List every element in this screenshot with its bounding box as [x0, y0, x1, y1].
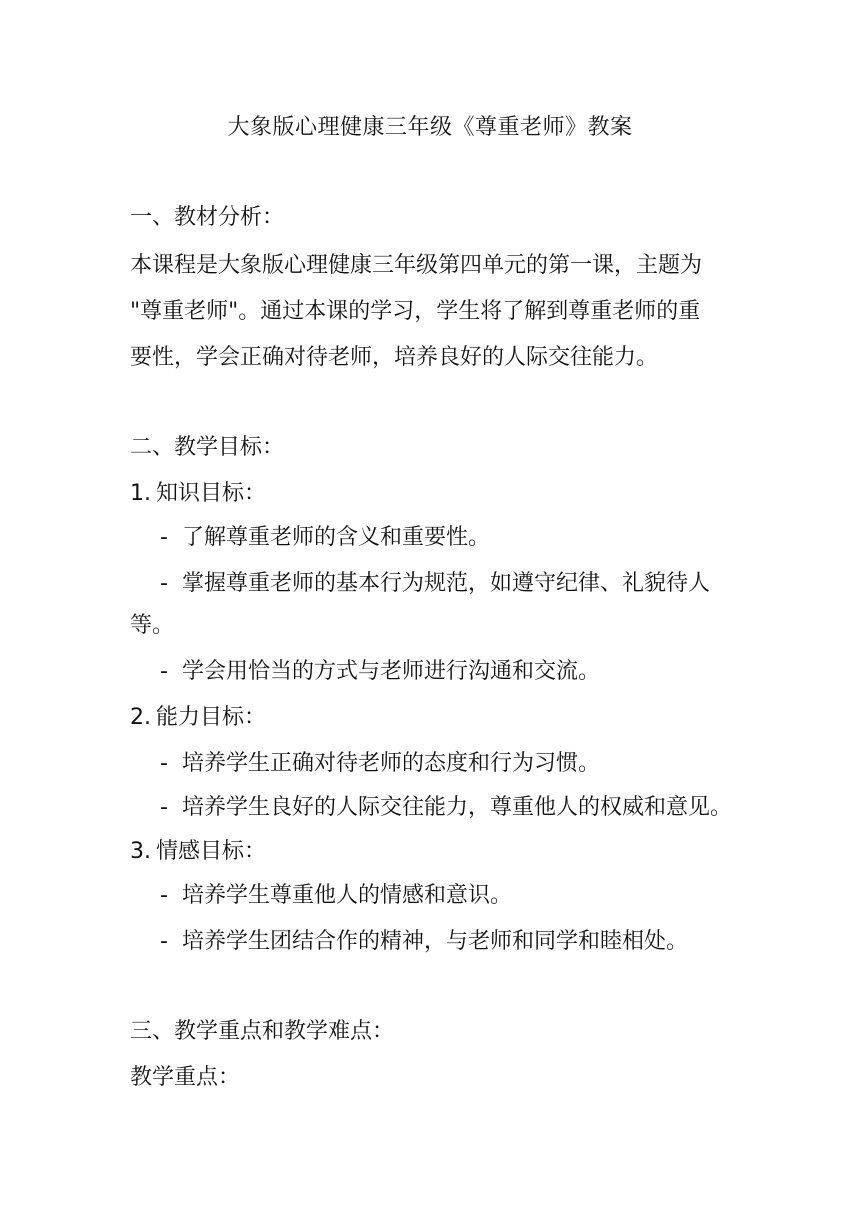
goal-knowledge	[130, 478, 266, 510]
section-heading-2: 二、教学目标：	[130, 435, 285, 460]
list-number: 2.	[130, 705, 151, 730]
list-item	[160, 568, 710, 600]
list-item-text: 培养学生团结合作的精神，与老师和同学和睦相处。	[182, 929, 689, 954]
list-item	[160, 792, 732, 824]
list-item	[160, 656, 600, 688]
list-item	[160, 748, 600, 780]
subheading: 教学重点：	[130, 1065, 241, 1090]
dash-bullet: -	[160, 929, 168, 954]
list-number: 1.	[130, 481, 151, 506]
paragraph-line: 要性，学会正确对待老师，培养良好的人际交往能力。	[130, 345, 659, 370]
list-item-text: 培养学生正确对待老师的态度和行为习惯。	[182, 751, 601, 776]
dash-bullet: -	[160, 795, 168, 820]
list-item	[160, 880, 512, 912]
list-item-continuation: 等。	[130, 613, 175, 638]
goal-label: 知识目标：	[156, 481, 267, 506]
paragraph-line: 本课程是大象版心理健康三年级第四单元的第一课，主题为	[130, 253, 703, 278]
goal-ability	[130, 702, 266, 734]
list-item	[160, 926, 688, 958]
goal-label: 能力目标：	[156, 705, 267, 730]
list-item-text: 培养学生尊重他人的情感和意识。	[182, 883, 513, 908]
list-number: 3.	[130, 839, 151, 864]
list-item-text: 培养学生良好的人际交往能力，尊重他人的权威和意见。	[182, 795, 733, 820]
list-item-text: 学会用恰当的方式与老师进行沟通和交流。	[182, 659, 601, 684]
section-heading-3: 三、教学重点和教学难点：	[130, 1019, 395, 1044]
list-item-text: 了解尊重老师的含义和重要性。	[182, 525, 491, 550]
goal-emotion	[130, 836, 266, 868]
dash-bullet: -	[160, 525, 168, 550]
dash-bullet: -	[160, 571, 168, 596]
paragraph-line: "尊重老师"。通过本课的学习，学生将了解到尊重老师的重	[130, 299, 701, 324]
dash-bullet: -	[160, 659, 168, 684]
dash-bullet: -	[160, 751, 168, 776]
goal-label: 情感目标：	[156, 839, 267, 864]
section-heading-1: 一、教材分析：	[130, 205, 285, 230]
dash-bullet: -	[160, 883, 168, 908]
list-item-text: 掌握尊重老师的基本行为规范，如遵守纪律、礼貌待人	[182, 571, 711, 596]
page-title: 大象版心理健康三年级《尊重老师》教案	[227, 115, 633, 140]
list-item	[160, 522, 490, 554]
